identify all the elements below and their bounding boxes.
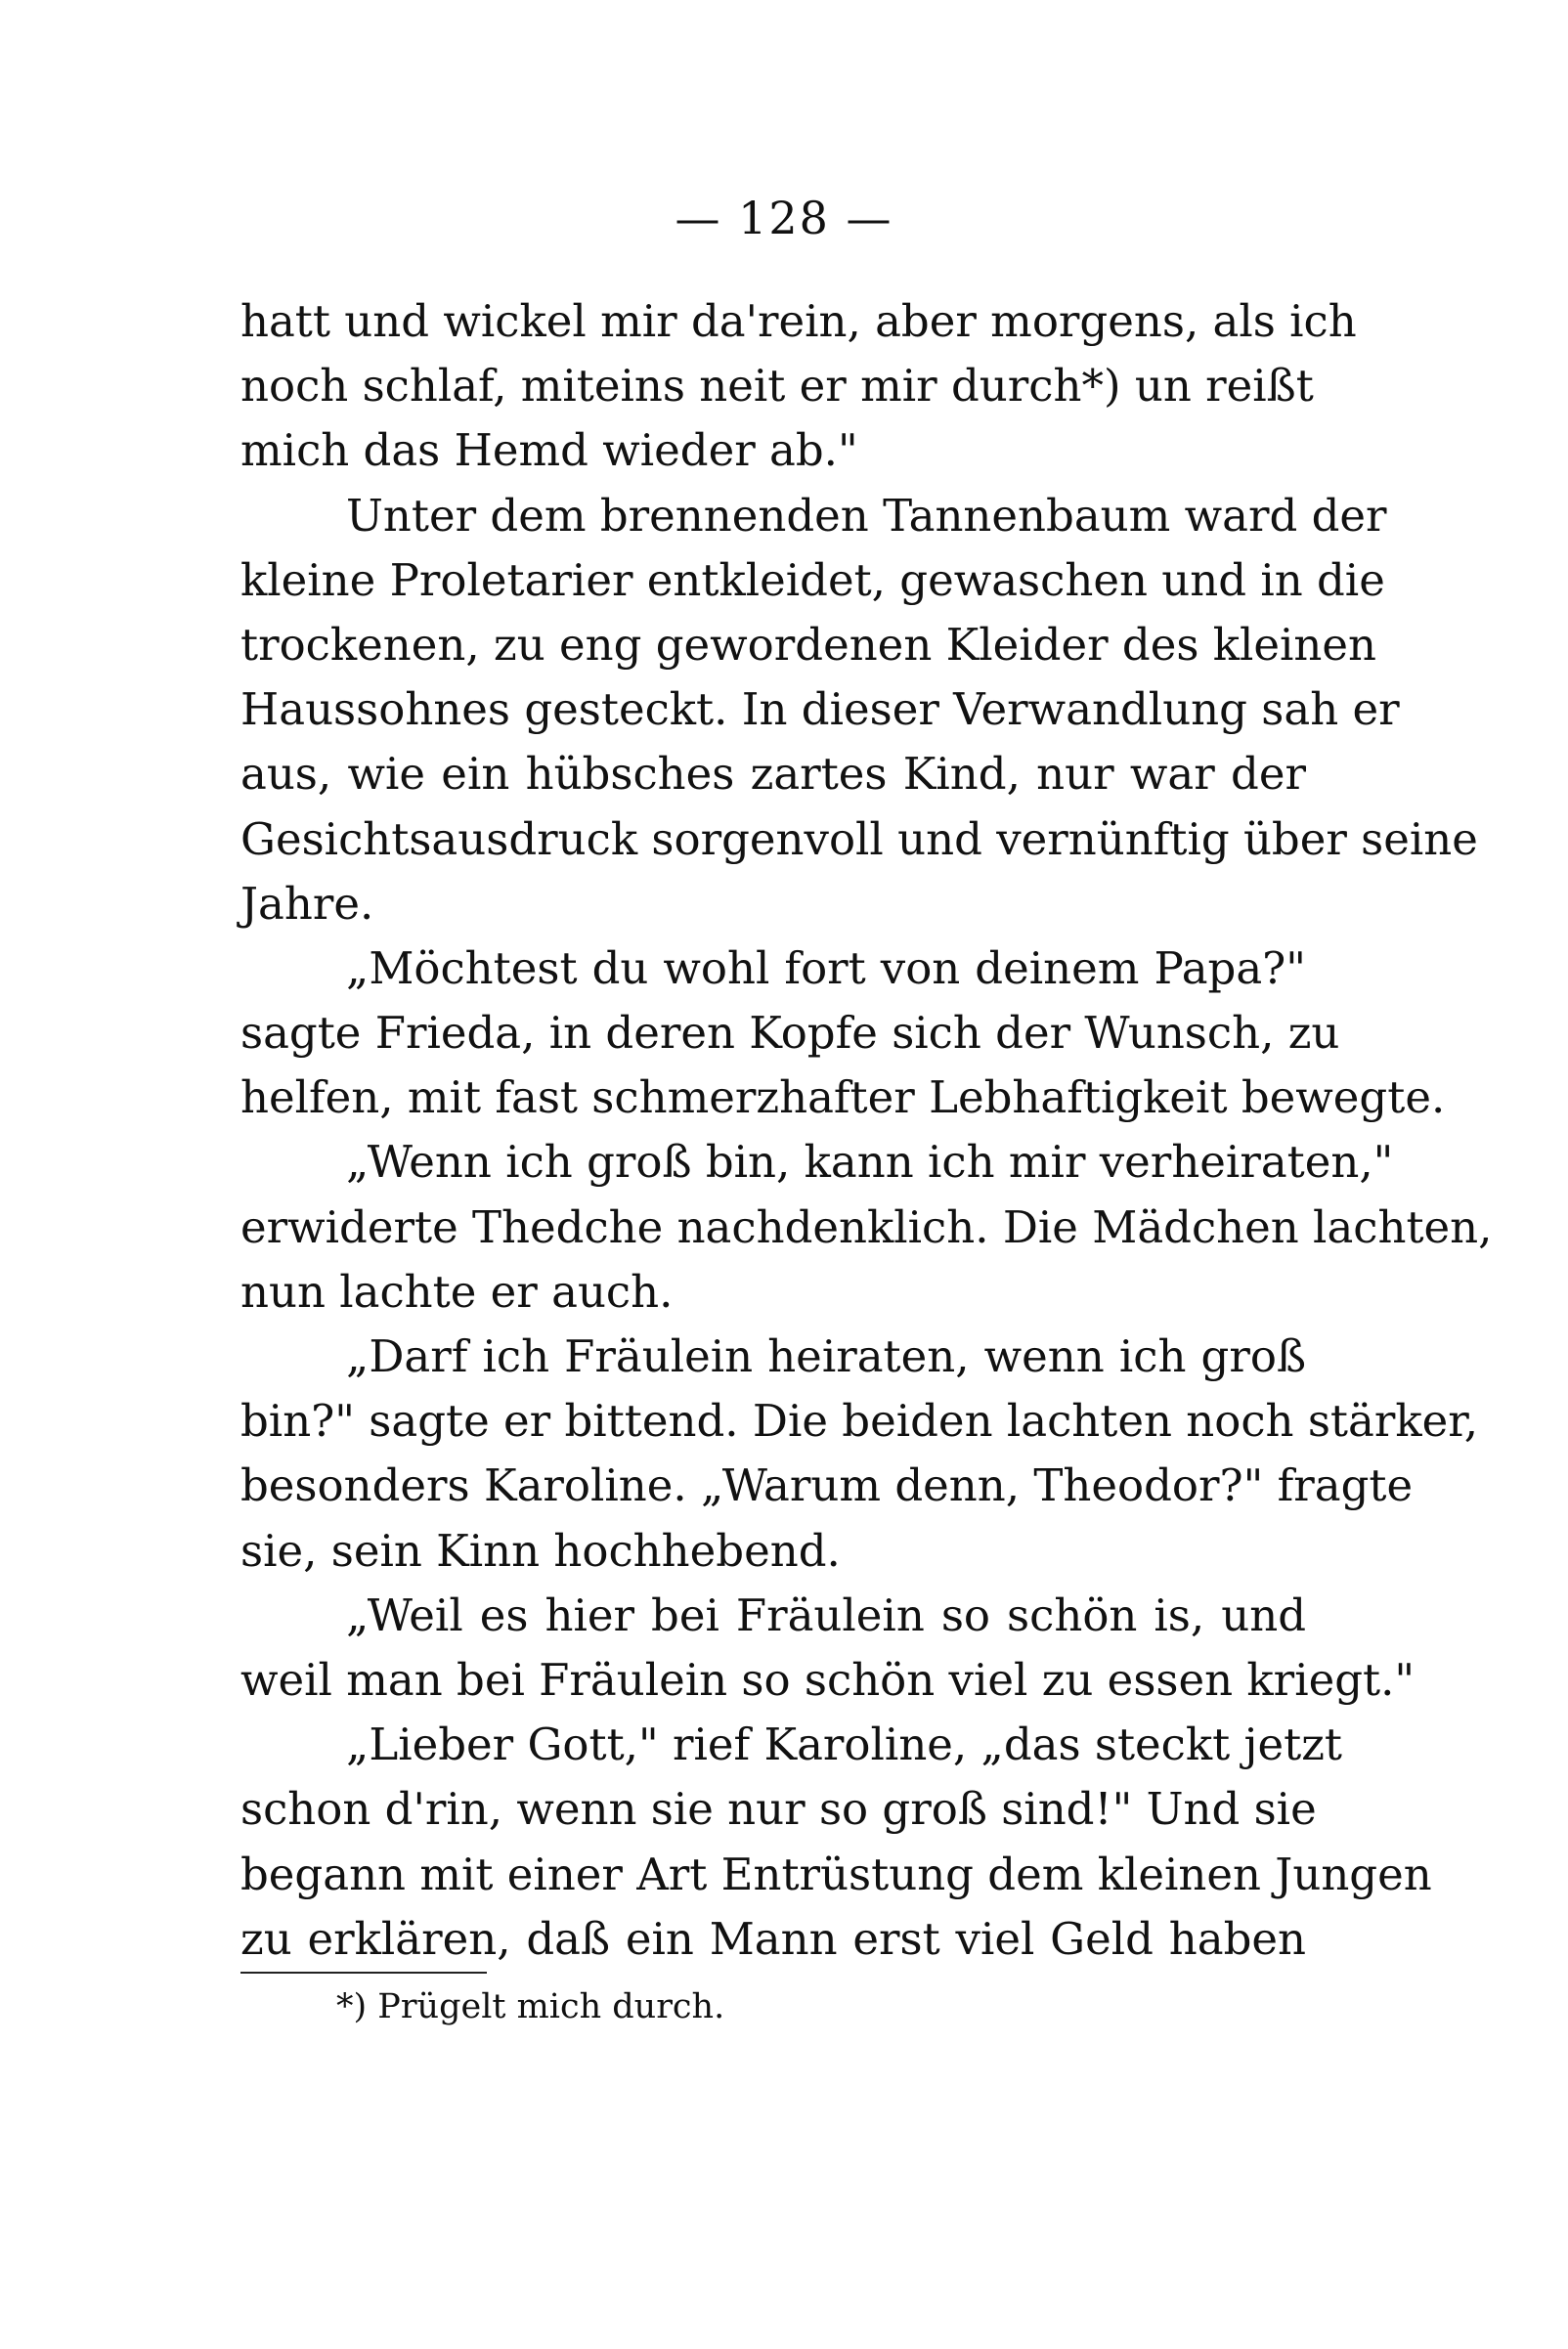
text-line: „Darf ich Fräulein heiraten, wenn ich groß: [346, 1330, 1306, 1382]
text-line: „Lieber Gott," rief Karoline, „das steckt jetzt: [346, 1718, 1343, 1771]
text-line: bin?" sagte er bittend. Die beiden lachten noch stärker,: [240, 1395, 1479, 1448]
text-line: helfen, mit fast schmerzhafter Lebhaftigkeit bewegte.: [240, 1071, 1446, 1124]
text-line: zu erklären, daß ein Mann erst viel Geld haben: [240, 1912, 1306, 1965]
text-line: aus, wie ein hübsches zartes Kind, nur war der: [240, 748, 1306, 801]
footnote-divider: [240, 1972, 487, 1974]
text-line: Haussohnes gesteckt. In dieser Verwandlung sah er: [240, 683, 1400, 736]
text-line: nun lachte er auch.: [240, 1265, 674, 1318]
text-line: erwiderte Thedche nachdenklich. Die Mädchen lachten,: [240, 1200, 1493, 1253]
body-text: [240, 289, 1493, 1972]
text-line: Unter dem brennenden Tannenbaum ward der: [346, 489, 1387, 542]
text-line: sagte Frieda, in deren Kopfe sich der Wunsch, zu: [240, 1007, 1340, 1060]
text-line: Gesichtsausdruck sorgenvoll und vernünftig über seine: [240, 812, 1478, 865]
text-line: „Weil es hier bei Fräulein so schön is, und: [346, 1588, 1306, 1641]
text-line: „Möchtest du wohl fort von deinem Papa?": [346, 941, 1306, 994]
text-line: hatt und wickel mir da'rein, aber morgens, als ich: [240, 295, 1357, 347]
text-line: schon d'rin, wenn sie nur so groß sind!" Und sie: [240, 1783, 1317, 1836]
text-line: trockenen, zu eng gewordenen Kleider des kleinen: [240, 618, 1377, 671]
page-number: — 128 —: [675, 192, 893, 244]
footnote: *) Prügelt mich durch.: [336, 1987, 725, 2026]
text-line: begann mit einer Art Entrüstung dem kleinen Jungen: [240, 1848, 1432, 1900]
text-line: noch schlaf, miteins neit er mir durch*) un reißt: [240, 360, 1314, 413]
text-line: besonders Karoline. „Warum denn, Theodor?" fragte: [240, 1459, 1414, 1512]
text-line: Jahre.: [240, 877, 374, 930]
text-line: „Wenn ich groß bin, kann ich mir verheiraten,": [346, 1136, 1394, 1189]
text-line: kleine Proletarier entkleidet, gewaschen und in die: [240, 553, 1385, 606]
text-line: weil man bei Fräulein so schön viel zu essen kriegt.": [240, 1653, 1416, 1706]
text-line: mich das Hemd wieder ab.": [240, 424, 858, 477]
text-line: sie, sein Kinn hochhebend.: [240, 1524, 841, 1577]
